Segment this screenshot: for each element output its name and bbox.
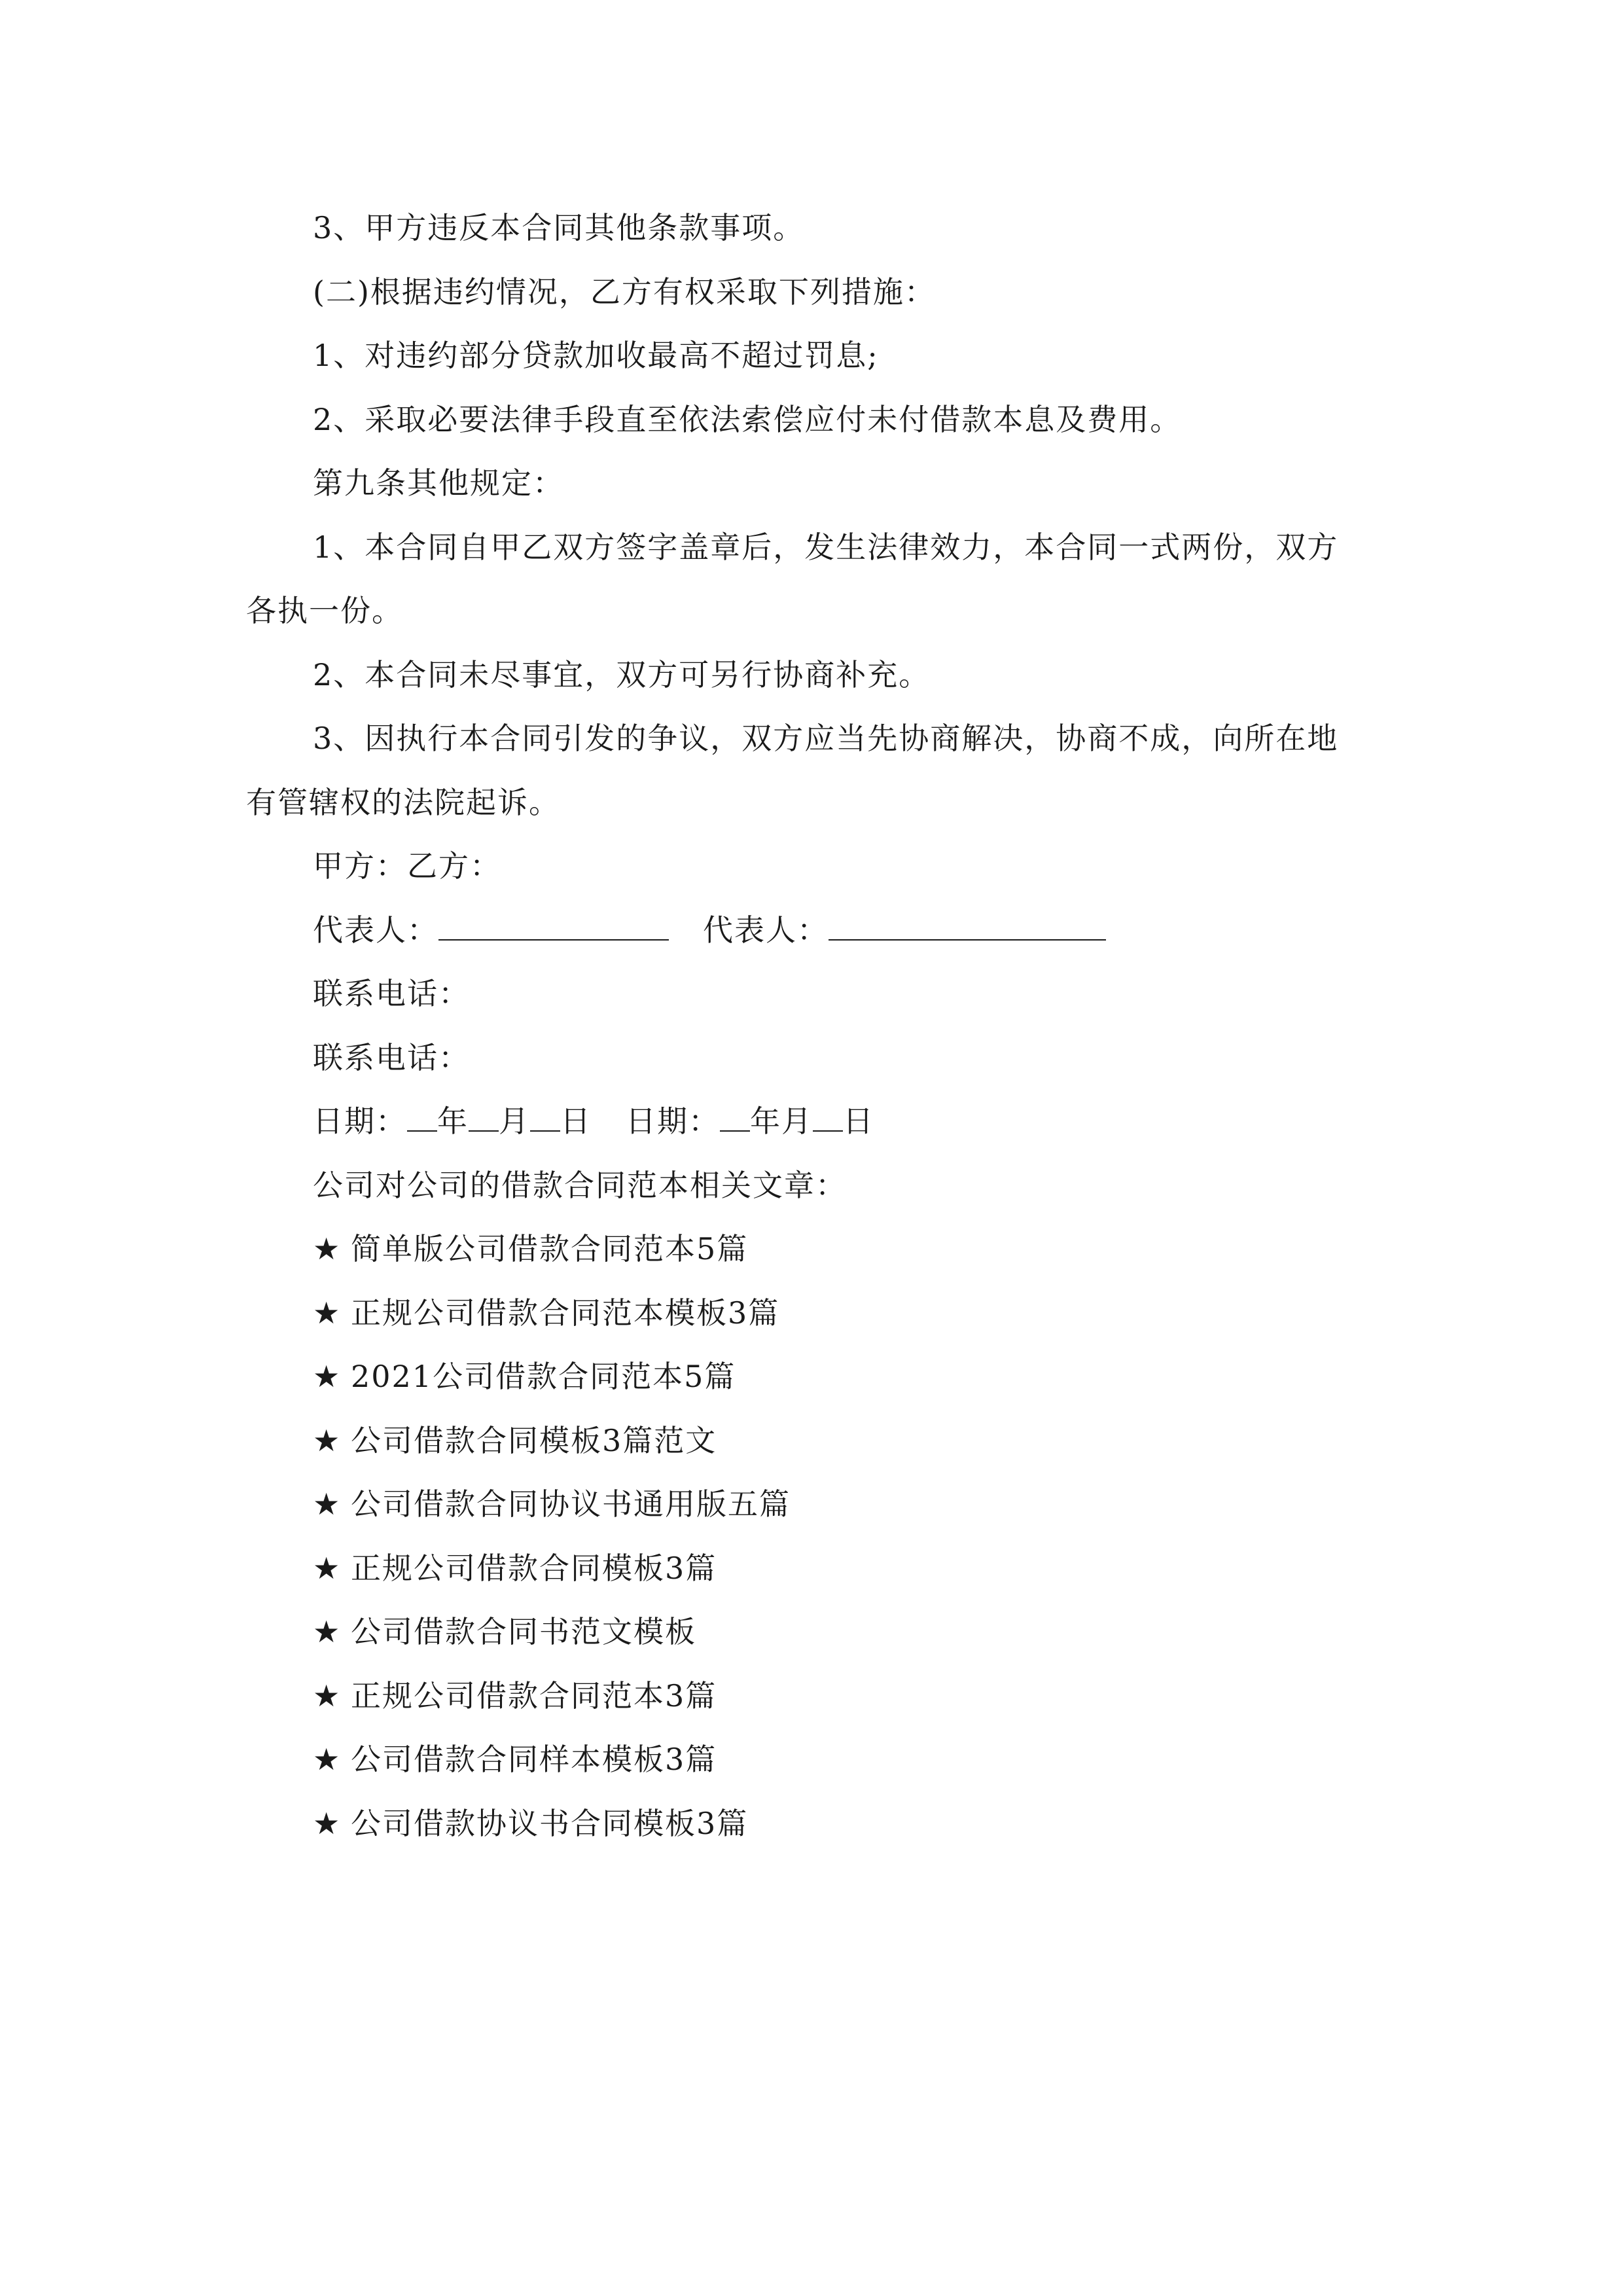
representative-line bbox=[313, 910, 1106, 950]
star-icon: ★ bbox=[313, 1423, 342, 1458]
rule-2: 2、本合同未尽事宜，双方可另行协商补充。 bbox=[313, 657, 931, 692]
related-link[interactable] bbox=[313, 1484, 791, 1524]
related-link-text: 正规公司借款合同范本3篇 bbox=[351, 1678, 717, 1713]
related-link-text: 公司借款合同模板3篇范文 bbox=[351, 1423, 717, 1458]
star-icon: ★ bbox=[313, 1231, 342, 1266]
day-a: 日 bbox=[560, 1103, 592, 1139]
clause-item-3: 3、甲方违反本合同其他条款事项。 bbox=[313, 210, 805, 245]
date-label-b: 日期： bbox=[626, 1103, 720, 1139]
date-line bbox=[313, 1102, 874, 1141]
measure-2: 2、采取必要法律手段直至依法索偿应付未付借款本息及费用。 bbox=[313, 402, 1182, 437]
related-link[interactable] bbox=[313, 1357, 736, 1396]
rep-label-a: 代表人： bbox=[313, 912, 438, 948]
related-link-text: 正规公司借款合同模板3篇 bbox=[351, 1551, 717, 1586]
related-link[interactable] bbox=[313, 1421, 717, 1460]
rep-b-blank bbox=[829, 910, 1106, 941]
month-a: 月 bbox=[499, 1103, 530, 1139]
star-icon: ★ bbox=[313, 1295, 342, 1331]
rule-1-line-2: 各执一份。 bbox=[246, 593, 403, 628]
section-two-heading: (二)根据违约情况，乙方有权采取下列措施： bbox=[313, 274, 936, 310]
rule-1-line-1: 1、本合同自甲乙双方签字盖章后，发生法律效力，本合同一式两份，双方 bbox=[313, 529, 1339, 565]
star-icon: ★ bbox=[313, 1359, 342, 1394]
date-label-a: 日期： bbox=[313, 1103, 407, 1139]
year-a: 年 bbox=[437, 1103, 469, 1139]
related-link[interactable] bbox=[313, 1229, 748, 1268]
related-link[interactable] bbox=[313, 1293, 779, 1333]
measure-1: 1、对违约部分贷款加收最高不超过罚息; bbox=[313, 338, 879, 373]
related-link[interactable] bbox=[313, 1676, 717, 1715]
related-link-text: 公司借款合同样本模板3篇 bbox=[351, 1742, 717, 1777]
day-blank-a bbox=[530, 1102, 560, 1132]
phone-line-b: 联系电话： bbox=[313, 1040, 470, 1075]
related-link-text: 简单版公司借款合同范本5篇 bbox=[351, 1231, 749, 1266]
month-blank-a bbox=[469, 1102, 499, 1132]
parties-line: 甲方：乙方： bbox=[313, 848, 501, 884]
day-b: 日 bbox=[843, 1103, 874, 1139]
related-link[interactable] bbox=[313, 1612, 696, 1651]
star-icon: ★ bbox=[313, 1551, 342, 1586]
phone-line-a: 联系电话： bbox=[313, 976, 470, 1011]
rule-3-line-1: 3、因执行本合同引发的争议，双方应当先协商解决，协商不成，向所在地 bbox=[313, 721, 1339, 756]
star-icon: ★ bbox=[313, 1678, 342, 1713]
rule-3-line-2: 有管辖权的法院起诉。 bbox=[246, 785, 560, 820]
related-link-text: 公司借款协议书合同模板3篇 bbox=[351, 1806, 749, 1841]
related-link-text: 公司借款合同书范文模板 bbox=[351, 1614, 696, 1649]
rep-a-blank bbox=[438, 910, 669, 941]
star-icon: ★ bbox=[313, 1614, 342, 1649]
related-link[interactable] bbox=[313, 1549, 717, 1588]
related-link-text: 2021公司借款合同范本5篇 bbox=[351, 1359, 736, 1394]
rep-label-b: 代表人： bbox=[703, 912, 829, 948]
year-blank-a bbox=[407, 1102, 437, 1132]
related-link-text: 公司借款合同协议书通用版五篇 bbox=[351, 1486, 791, 1522]
star-icon: ★ bbox=[313, 1742, 342, 1777]
star-icon: ★ bbox=[313, 1806, 342, 1841]
day-blank-b bbox=[813, 1102, 843, 1132]
year-month-b: 年月 bbox=[750, 1103, 813, 1139]
related-articles-heading: 公司对公司的借款合同范本相关文章： bbox=[313, 1168, 847, 1203]
year-blank-b bbox=[720, 1102, 750, 1132]
star-icon: ★ bbox=[313, 1486, 342, 1522]
article-9-heading: 第九条其他规定： bbox=[313, 465, 564, 501]
related-link[interactable] bbox=[313, 1804, 748, 1843]
related-link[interactable] bbox=[313, 1740, 717, 1779]
related-link-text: 正规公司借款合同范本模板3篇 bbox=[351, 1295, 780, 1331]
